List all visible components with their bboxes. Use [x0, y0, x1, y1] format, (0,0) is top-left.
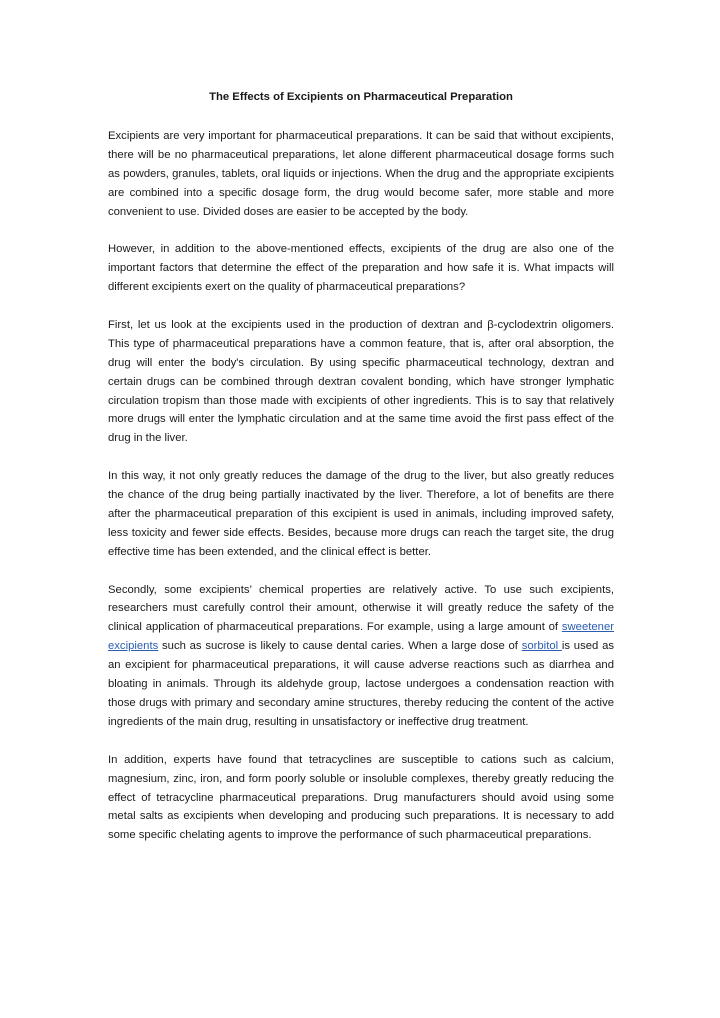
- paragraph-2: However, in addition to the above-mentioned effects, excipients of the drug are also one of the important factors that determine the effect of the preparation and how safe it is. What impacts will different excipients exert on the quality of pharmaceutical preparations?: [108, 243, 614, 294]
- paragraph-3: First, let us look at the excipients used in the production of dextran and β-cyclodextrin oligomers. This type of pharmaceutical preparations have a common feature, that is, after oral absorption, the drug will enter the body's circulation. By using specific pharmaceutical technology, dextran and certain drugs can be combined through dextran covalent bonding, which have stronger lymphatic circulation tropism than those made with excipients of other ingredients. This is to say that relatively more drugs will enter the lymphatic circulation and at the same time avoid the first pass effect of the drug in the liver.: [108, 318, 614, 445]
- paragraph-4: In this way, it not only greatly reduces the damage of the drug to the liver, but also greatly reduces the chance of the drug being partially inactivated by the liver. Therefore, a lot of benefits are there after the pharmaceutical preparation of this excipient is used in animals, including improved safety, less toxicity and fewer side effects. Besides, because more drugs can reach the target site, the drug effective time has been extended, and the clinical effect is better.: [108, 470, 614, 558]
- paragraph-5-text-a: Secondly, some excipients’ chemical properties are relatively active. To use such excipients, researchers must carefully control their amount, otherwise it will greatly reduce the safety of the clinical application of pharmaceutical preparations. For example, using a large amount of: [108, 583, 614, 634]
- paragraph-5-text-b: such as sucrose is likely to cause dental caries. When a large dose of: [158, 640, 522, 653]
- document-body: [108, 86, 614, 864]
- document-title: The Effects of Excipients on Pharmaceutical Preparation: [209, 91, 513, 103]
- paragraph-6: In addition, experts have found that tetracyclines are susceptible to cations such as calcium, magnesium, zinc, iron, and form poorly soluble or insoluble complexes, thereby greatly reducing the effect of tetracycline pharmaceutical preparations. Drug manufacturers should avoid using some metal salts as excipients when developing and producing such preparations. It is necessary to add some specific chelating agents to improve the performance of such pharmaceutical preparations.: [108, 753, 614, 842]
- paragraph-5-text-c: is used as an excipient for pharmaceutical preparations, it will cause adverse reactions such as diarrhea and bloating in animals. Through its aldehyde group, lactose undergoes a condensation reaction with those drugs with primary and secondary amine structures, thereby reducing the content of the active ingredients of the main drug, resulting in unsatisfactory or ineffective drug treatment.: [108, 640, 614, 728]
- sweetener-excipients-link[interactable]: sweetener excipients: [108, 621, 614, 653]
- paragraph-5: [108, 581, 614, 732]
- paragraph-1: Excipients are very important for pharmaceutical preparations. It can be said that without excipients, there will be no pharmaceutical preparations, let alone different pharmaceutical dosage forms such as powders, granules, tablets, oral liquids or injections. When the drug and the appropriate excipients are combined into a specific dosage form, the drug would become safer, more stable and more convenient to use. Divided doses are easier to be accepted by the body.: [108, 129, 614, 218]
- sorbitol-link[interactable]: sorbitol: [521, 640, 562, 653]
